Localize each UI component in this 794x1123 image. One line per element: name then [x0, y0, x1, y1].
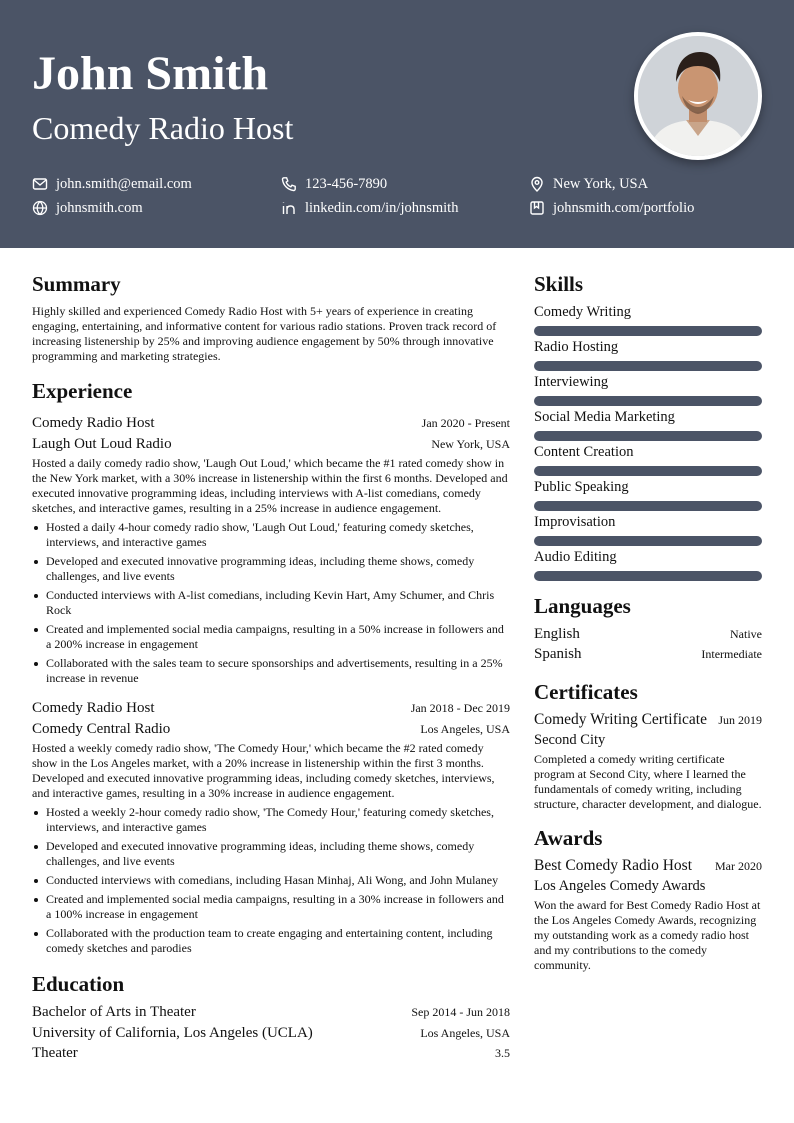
education-location: Los Angeles, USA — [420, 1026, 510, 1040]
list-item: Hosted a daily 4-hour comedy radio show, 'Laugh Out Loud,' featuring comedy sketches, interviews, and interactive games — [46, 520, 510, 550]
skill-bar — [534, 361, 762, 371]
list-item: Conducted interviews with A-list comedians, including Kevin Hart, Amy Schumer, and Chris Rock — [46, 588, 510, 618]
awards-heading: Awards — [534, 826, 603, 850]
certificates-heading: Certificates — [534, 680, 638, 704]
list-item: Developed and executed innovative programming ideas, including theme shows, comedy challenges, and live events — [46, 839, 510, 869]
summary-text: Highly skilled and experienced Comedy Radio Host with 5+ years of experience in creating engaging, entertaining, and informative content for various radio stations. Proven track record of increasing listenership by 25% and improving audience engagement by 50% through innovative programming and marketing strategies. — [32, 304, 497, 363]
summary-heading: Summary — [32, 272, 121, 296]
job-description: Hosted a weekly comedy radio show, 'The Comedy Hour,' which became the #2 rated comedy show in the Los Angeles market, with a 20% increase in listenership within the first 3 months. Developed and executed innovative programming ideas, including comedy sketches, interviews, and interactive games, resulting in a 30% increase in audience engagement. — [32, 741, 495, 800]
skill-name: Social Media Marketing — [534, 409, 675, 425]
job-bullets — [32, 520, 510, 686]
job-bullets — [32, 805, 510, 956]
award-description: Won the award for Best Comedy Radio Host at the Los Angeles Comedy Awards, recognizing my outstanding work as a comedy radio host and my contributions to the comedy community. — [534, 898, 761, 972]
skill-item — [534, 478, 762, 511]
award-issuer: Los Angeles Comedy Awards — [534, 878, 706, 894]
skill-name: Improvisation — [534, 514, 616, 530]
skill-name: Interviewing — [534, 374, 609, 390]
languages-list — [534, 624, 762, 664]
certificate-name: Comedy Writing Certificate — [534, 711, 707, 728]
globe-icon — [32, 200, 48, 216]
main-column — [32, 272, 510, 1063]
skill-name: Audio Editing — [534, 549, 617, 565]
skill-item — [534, 513, 762, 546]
skill-bar — [534, 571, 762, 581]
list-item: Collaborated with the sales team to secure sponsorships and advertisements, resulting in a 25% increase in revenue — [46, 656, 510, 686]
skill-item — [534, 443, 762, 476]
certificate-date: Jun 2019 — [718, 713, 762, 727]
skill-name: Comedy Writing — [534, 304, 632, 320]
contact-location: New York, USA — [529, 174, 648, 194]
award-date: Mar 2020 — [715, 859, 762, 873]
education-dates: Sep 2014 - Jun 2018 — [411, 1005, 510, 1019]
profile-photo — [634, 32, 762, 160]
resume-header — [0, 0, 794, 248]
skill-bar — [534, 501, 762, 511]
degree: Bachelor of Arts in Theater — [32, 1004, 196, 1020]
job-dates: Jan 2020 - Present — [421, 416, 510, 430]
job-location: Los Angeles, USA — [420, 722, 510, 736]
education-heading: Education — [32, 972, 125, 996]
skill-bar-fill — [534, 431, 762, 441]
job-title: Comedy Radio Host — [32, 415, 155, 431]
language-level: Intermediate — [701, 647, 762, 661]
list-item: Conducted interviews with comedians, including Hasan Minhaj, Ali Wong, and John Mulaney — [46, 873, 510, 888]
skill-name: Radio Hosting — [534, 339, 619, 355]
award-name: Best Comedy Radio Host — [534, 857, 693, 874]
sidebar-column — [534, 272, 762, 973]
list-item: Hosted a weekly 2-hour comedy radio show, 'The Comedy Hour,' featuring comedy sketches, interviews, and interactive games — [46, 805, 510, 835]
list-item: Developed and executed innovative programming ideas, including theme shows, comedy challenges, and live events — [46, 554, 510, 584]
portfolio-icon — [529, 200, 545, 216]
skill-item — [534, 338, 762, 371]
skill-name: Content Creation — [534, 444, 634, 460]
skill-bar-fill — [534, 466, 762, 476]
certificate-entry — [534, 710, 762, 812]
languages-heading: Languages — [534, 594, 631, 618]
skill-bar — [534, 431, 762, 441]
skill-bar-fill — [534, 536, 762, 546]
field-of-study: Theater — [32, 1045, 78, 1061]
job-company: Comedy Central Radio — [32, 721, 171, 737]
skill-bar — [534, 536, 762, 546]
education-entry — [32, 1002, 510, 1063]
award-entry — [534, 856, 762, 973]
job-description: Hosted a daily comedy radio show, 'Laugh Out Loud,' which became the #1 rated comedy show in the New York market, with a 30% increase in listenership within the first 6 months. Developed and executed innovative programming ideas, including interviews with A-list comedians, comedy sketches, and interactive games, resulting in a 25% increase in audience engagement. — [32, 456, 508, 515]
job-location: New York, USA — [431, 437, 510, 451]
job-entry — [32, 698, 510, 956]
candidate-title: Comedy Radio Host — [32, 110, 294, 146]
skill-bar — [534, 326, 762, 336]
skill-bar-fill — [534, 501, 762, 511]
skill-bar — [534, 396, 762, 406]
location-icon — [529, 176, 545, 192]
job-title: Comedy Radio Host — [32, 700, 155, 716]
contact-linkedin[interactable]: linkedin.com/in/johnsmith — [281, 198, 458, 218]
skill-bar-fill — [534, 361, 762, 371]
list-item: Collaborated with the production team to create engaging and entertaining content, including comedy sketches and parodies — [46, 926, 510, 956]
contact-website[interactable]: johnsmith.com — [32, 198, 143, 218]
job-dates: Jan 2018 - Dec 2019 — [410, 701, 510, 715]
skill-item — [534, 548, 762, 581]
gpa: 3.5 — [495, 1046, 510, 1060]
contact-portfolio[interactable]: johnsmith.com/portfolio — [529, 198, 694, 218]
certificate-description: Completed a comedy writing certificate program at Second City, where I learned the fundamentals of comedy writing, including structure, character development, and dialogue. — [534, 752, 762, 811]
skill-bar — [534, 466, 762, 476]
language-name: Spanish — [534, 646, 582, 662]
skill-bar-fill — [534, 326, 762, 336]
job-entry — [32, 413, 510, 686]
language-level: Native — [730, 627, 762, 641]
skills-heading: Skills — [534, 272, 584, 296]
skill-bar-fill — [534, 396, 762, 406]
mail-icon — [32, 176, 48, 192]
job-company: Laugh Out Loud Radio — [32, 436, 172, 452]
phone-icon — [281, 176, 297, 192]
candidate-name: John Smith — [32, 47, 269, 100]
skills-list — [534, 303, 762, 581]
experience-heading: Experience — [32, 379, 133, 403]
skill-name: Public Speaking — [534, 479, 629, 495]
linkedin-icon — [281, 200, 297, 216]
contact-phone[interactable]: 123-456-7890 — [281, 174, 387, 194]
list-item: Created and implemented social media campaigns, resulting in a 30% increase in followers and a 100% increase in engagement — [46, 892, 510, 922]
skill-item — [534, 373, 762, 406]
skill-bar-fill — [534, 571, 762, 581]
language-name: English — [534, 626, 580, 642]
list-item: Created and implemented social media campaigns, resulting in a 50% increase in followers and a 200% increase in engagement — [46, 622, 510, 652]
contact-email[interactable]: john.smith@email.com — [32, 174, 192, 194]
skill-item — [534, 303, 762, 336]
skill-item — [534, 408, 762, 441]
school: University of California, Los Angeles (UCLA) — [32, 1025, 313, 1041]
certificate-issuer: Second City — [534, 732, 606, 748]
